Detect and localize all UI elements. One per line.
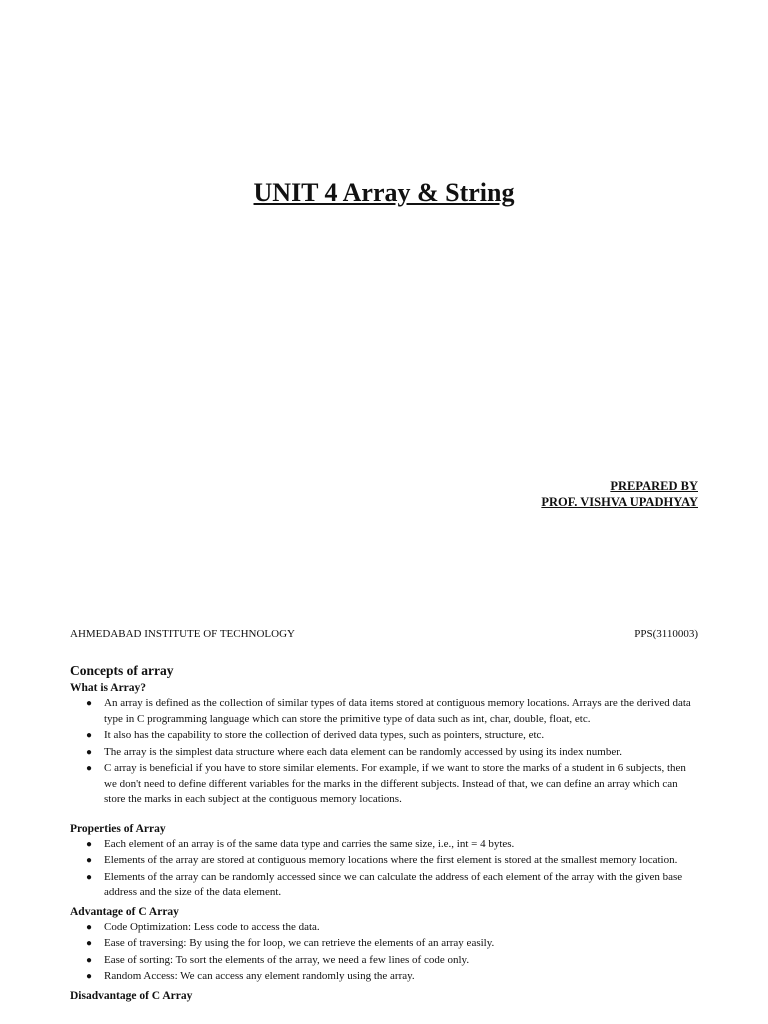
- list-item: ● Each element of an array is of the same data type and carries the same size, i.e., int = 4 bytes.: [104, 837, 698, 853]
- bullet-icon: ●: [86, 746, 93, 758]
- advantages-list: [70, 920, 698, 985]
- section-heading: Concepts of array: [70, 663, 174, 678]
- list-item: ● It also has the capability to store the collection of derived data types, such as pointers, structure, etc.: [104, 728, 698, 744]
- list-item: ● Elements of the array are stored at contiguous memory locations where the first element is stored at the smallest memory location.: [104, 853, 698, 869]
- content-body: [70, 662, 698, 1004]
- bullet-icon: ●: [86, 855, 93, 866]
- document-title: UNIT 4 Array & String: [253, 178, 515, 207]
- bullet-icon: ●: [86, 971, 93, 982]
- list-item: ● Random Access: We can access any element randomly using the array.: [104, 969, 698, 985]
- properties-heading: Properties of Array: [70, 822, 166, 835]
- properties-list: [70, 837, 698, 901]
- institute-name: AHMEDABAD INSTITUTE OF TECHNOLOGY: [70, 628, 295, 640]
- list-item: ● Code Optimization: Less code to access the data.: [104, 920, 698, 936]
- prepared-by-label: PREPARED BY: [610, 479, 698, 493]
- bullet-icon: ●: [86, 871, 93, 883]
- bullet-icon: ●: [86, 730, 93, 741]
- list-item: ● An array is defined as the collection of similar types of data items stored at contiguous memory locations. Arrays are the derived data type in C programming language which can store the primitive type of data such as int, char, double, float, etc.: [86, 697, 691, 725]
- list-item: ● Ease of sorting: To sort the elements of the array, we need a few lines of code only.: [104, 953, 698, 969]
- author-name: PROF. VISHVA UPADHYAY: [541, 495, 698, 509]
- what-is-array-heading: What is Array?: [70, 682, 147, 694]
- bullet-icon: ●: [86, 763, 93, 774]
- course-code: PPS(3110003): [634, 628, 698, 640]
- bullet-icon: ●: [86, 921, 93, 933]
- what-is-array-list: [70, 696, 698, 808]
- prepared-by-block: [541, 478, 698, 510]
- bullet-icon: ●: [86, 698, 93, 709]
- bullet-icon: ●: [86, 938, 93, 949]
- bullet-icon: ●: [86, 954, 93, 966]
- bullet-icon: ●: [86, 838, 93, 850]
- list-item: ● Elements of the array can be randomly accessed since we can calculate the address of each element of the array with the given base address and the size of the data element.: [86, 870, 683, 898]
- list-item: ● The array is the simplest data structure where each data element can be randomly accessed by using its index number.: [104, 745, 698, 761]
- disadvantages-heading: Disadvantage of C Array: [70, 989, 193, 1002]
- list-item: ● C array is beneficial if you have to store similar elements. For example, if we want to store the marks of a student in 6 subjects, then we don't need to define different variables for the marks in the different subjects. Instead of that, we can define an array which can store the marks in each subject at the contiguous memory locations.: [86, 762, 686, 805]
- list-item: ● Ease of traversing: By using the for loop, we can retrieve the elements of an array easily.: [104, 936, 698, 952]
- advantages-heading: Advantage of C Array: [70, 905, 179, 918]
